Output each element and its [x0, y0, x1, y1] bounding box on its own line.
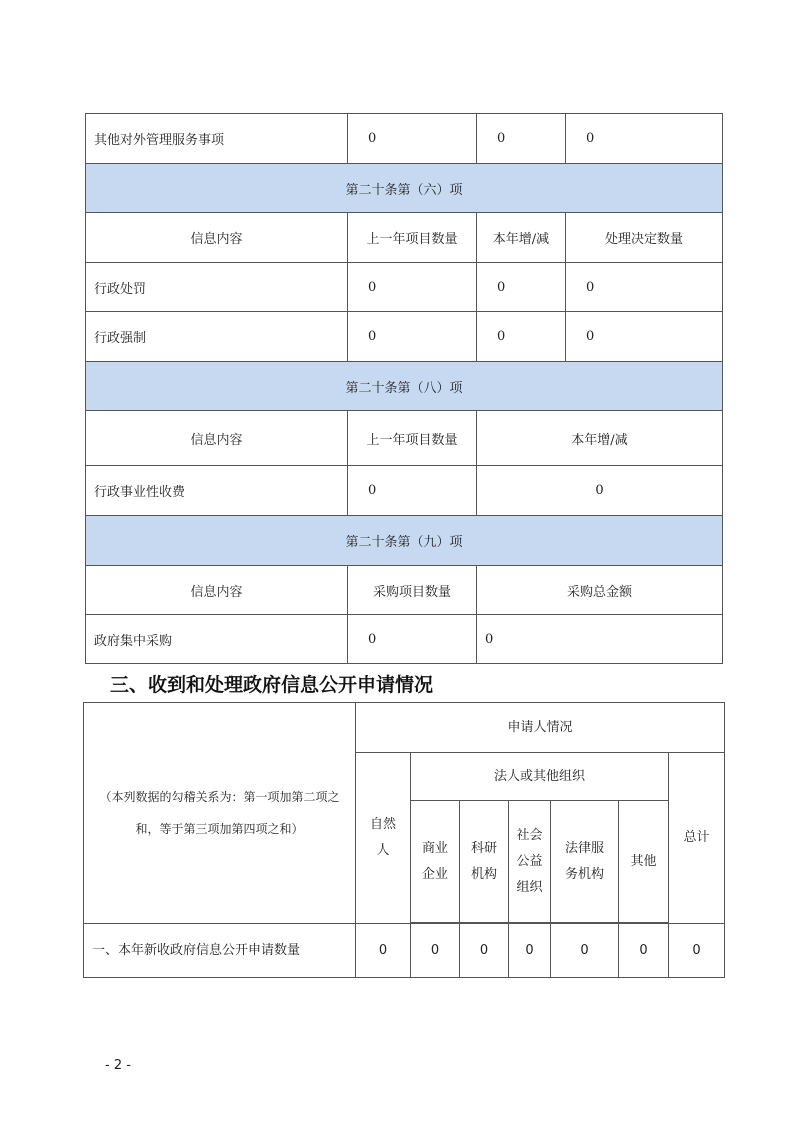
column-header-row: [86, 411, 723, 466]
cell-value: 0: [477, 466, 723, 516]
cell-value: 0: [477, 114, 566, 164]
column-header-public-welfare: 社会公益组织: [509, 801, 551, 923]
cell-value: 0: [348, 312, 477, 362]
application-table: [83, 702, 725, 978]
row-label: 一、本年新收政府信息公开申请数量: [84, 924, 356, 978]
column-header: 处理决定数量: [566, 213, 723, 263]
page-number: - 2 -: [105, 1058, 131, 1073]
column-header: 信息内容: [86, 411, 348, 466]
column-header: 本年增/减: [477, 213, 566, 263]
legal-entity-header: 法人或其他组织: [411, 753, 669, 801]
section-header-row: [86, 516, 723, 566]
table-row: [86, 312, 723, 362]
total-header: 总计: [669, 753, 725, 924]
row-label: 政府集中采购: [86, 615, 348, 664]
natural-person-header: 自然人: [356, 753, 411, 924]
table-row: [84, 924, 725, 978]
section-header-row: [86, 164, 723, 213]
column-header-legal-service: 法律服务机构: [551, 801, 619, 923]
column-header: 本年增/减: [477, 411, 723, 466]
relation-note: （本列数据的勾稽关系为：第一项加第二项之和，等于第三项加第四项之和）: [84, 703, 356, 924]
cell-value: 0: [477, 263, 566, 312]
table-row: [86, 615, 723, 664]
cell-value: 0: [566, 312, 723, 362]
cell-value: 0: [509, 924, 551, 978]
cell-value: 0: [348, 114, 477, 164]
section-title: 第二十条第（八）项: [86, 362, 723, 411]
cell-value: 0: [669, 924, 725, 978]
cell-value: 0: [477, 312, 566, 362]
section-title: 第二十条第（九）项: [86, 516, 723, 566]
section-title: 第二十条第（六）项: [86, 164, 723, 213]
disclosure-table-article20: [85, 113, 723, 664]
cell-value: 0: [566, 263, 723, 312]
cell-value: 0: [460, 924, 509, 978]
row-label: 行政事业性收费: [86, 466, 348, 516]
column-header: 信息内容: [86, 213, 348, 263]
cell-value: 0: [477, 615, 723, 664]
column-header-other: 其他: [619, 801, 669, 923]
row-label: 行政处罚: [86, 263, 348, 312]
cell-value: 0: [566, 114, 723, 164]
column-header-row: [86, 213, 723, 263]
column-header: 信息内容: [86, 566, 348, 615]
column-header: 采购项目数量: [348, 566, 477, 615]
cell-value: 0: [348, 615, 477, 664]
header-row: [84, 703, 725, 753]
column-header-research: 科研机构: [460, 801, 509, 923]
section-header-row: [86, 362, 723, 411]
column-header: 采购总金额: [477, 566, 723, 615]
row-label: 其他对外管理服务事项: [86, 114, 348, 164]
column-header: 上一年项目数量: [348, 213, 477, 263]
cell-value: 0: [356, 924, 411, 978]
section-heading: 三、收到和处理政府信息公开申请情况: [110, 674, 434, 696]
row-label: 行政强制: [86, 312, 348, 362]
applicant-header: 申请人情况: [356, 703, 725, 753]
cell-value: 0: [411, 924, 460, 978]
column-header: 上一年项目数量: [348, 411, 477, 466]
cell-value: 0: [348, 263, 477, 312]
cell-value: 0: [619, 924, 669, 978]
cell-value: 0: [348, 466, 477, 516]
cell-value: 0: [551, 924, 619, 978]
table-row: [86, 466, 723, 516]
column-header-row: [86, 566, 723, 615]
table-row: [86, 114, 723, 164]
column-header-business: 商业企业: [411, 801, 460, 923]
table-row: [86, 263, 723, 312]
